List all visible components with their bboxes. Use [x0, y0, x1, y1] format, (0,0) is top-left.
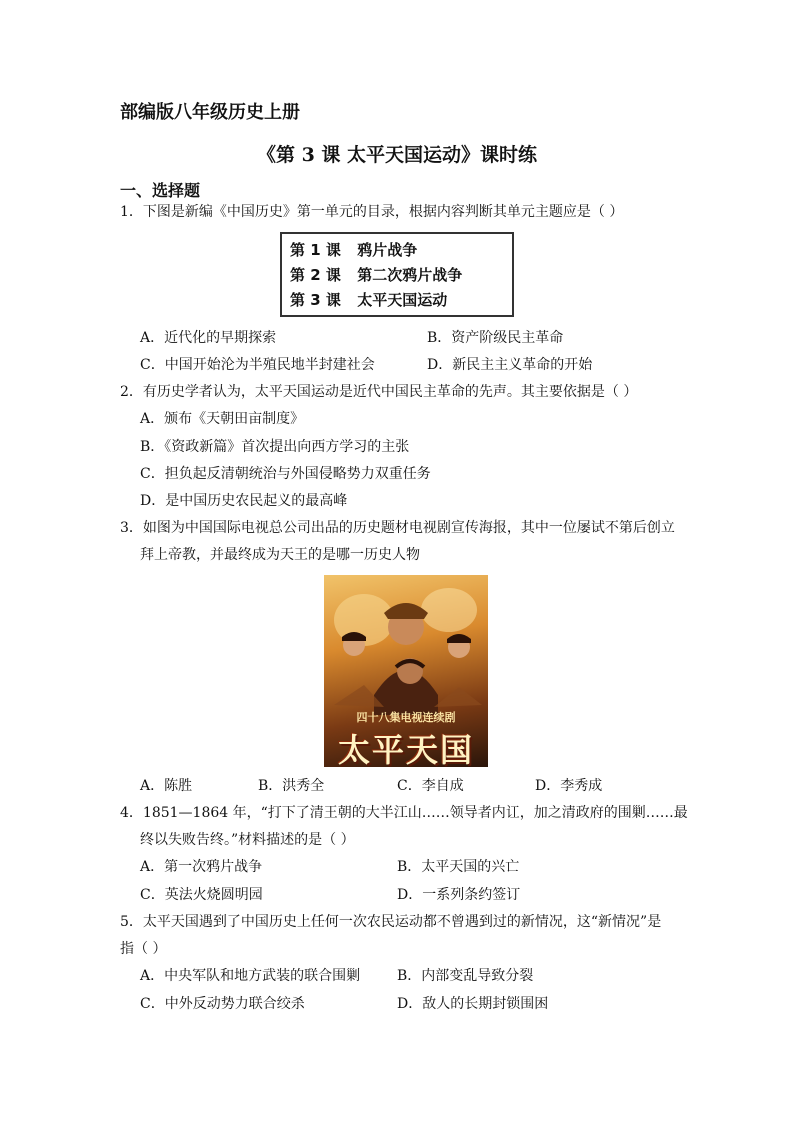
q2-option-a[interactable]: A．颁布《天朝田亩制度》 [140, 411, 305, 427]
q4-option-b[interactable]: B．太平天国的兴亡 [397, 859, 520, 875]
q4-option-c[interactable]: C．英法火烧圆明园 [140, 887, 263, 903]
tv-series-poster-image [324, 575, 488, 767]
toc-lesson-number: 第 1 课 [290, 241, 341, 259]
q1-option-b[interactable]: B．资产阶级民主革命 [427, 330, 564, 346]
question-3-stem-line-2: 拜上帝教，并最终成为天王的是哪一历史人物 [140, 547, 420, 563]
question-4-stem-line-1: 4．1851—1864 年，“打下了清王朝的大半江山……领导者内讧，加之清政府的围剿……最 [120, 805, 688, 821]
q2-option-c[interactable]: C．担负起反清朝统治与外国侵略势力双重任务 [140, 466, 431, 482]
toc-lesson-title: 鸦片战争 [357, 241, 418, 259]
toc-lesson-number: 第 3 课 [290, 291, 341, 309]
q5-option-a[interactable]: A．中央军队和地方武装的联合围剿 [140, 968, 361, 984]
question-5-stem-line-1: 5．太平天国遇到了中国历史上任何一次农民运动都不曾遇到过的新情况，这“新情况”是 [120, 914, 662, 930]
question-3-stem-line-1: 3．如图为中国国际电视总公司出品的历史题材电视剧宣传海报，其中一位屡试不第后创立 [120, 520, 675, 536]
lesson-title: 《第 3 课 太平天国运动》课时练 [256, 144, 538, 166]
toc-lesson-number: 第 2 课 [290, 266, 341, 284]
q3-option-a[interactable]: A．陈胜 [140, 778, 193, 794]
q1-option-a[interactable]: A．近代化的早期探索 [140, 330, 277, 346]
question-4-stem-line-2: 终以失败告终。”材料描述的是（ ） [140, 832, 355, 848]
q2-option-d[interactable]: D．是中国历史农民起义的最高峰 [140, 493, 348, 509]
q5-option-d[interactable]: D．敌人的长期封锁围困 [397, 996, 549, 1012]
toc-row [290, 288, 512, 313]
q3-option-b[interactable]: B．洪秀全 [258, 778, 325, 794]
toc-row [290, 238, 512, 263]
question-2-stem: 2．有历史学者认为，太平天国运动是近代中国民主革命的先声。其主要依据是（ ） [120, 384, 638, 400]
toc-lesson-title: 第二次鸦片战争 [357, 266, 463, 284]
poster-caption: 四十八集电视连续剧 [356, 711, 456, 724]
toc-lesson-title: 太平天国运动 [357, 291, 448, 309]
table-of-contents-box [280, 232, 514, 317]
question-1-stem: 1．下图是新编《中国历史》第一单元的目录，根据内容判断其单元主题应是（ ） [120, 204, 624, 220]
question-5-stem-line-2: 指（ ） [120, 941, 167, 957]
poster-title: 太平天国 [337, 731, 474, 767]
q5-option-b[interactable]: B．内部变乱导致分裂 [397, 968, 534, 984]
q4-option-d[interactable]: D．一系列条约签订 [397, 887, 521, 903]
q1-option-d[interactable]: D．新民主主义革命的开始 [427, 357, 593, 373]
q4-option-a[interactable]: A．第一次鸦片战争 [140, 859, 263, 875]
section-title: 一、选择题 [120, 181, 201, 200]
q1-option-c[interactable]: C．中国开始沦为半殖民地半封建社会 [140, 357, 375, 373]
q3-option-c[interactable]: C．李自成 [397, 778, 464, 794]
toc-row [290, 263, 512, 288]
q5-option-c[interactable]: C．中外反动势力联合绞杀 [140, 996, 305, 1012]
document-title: 部编版八年级历史上册 [120, 102, 300, 123]
q3-option-d[interactable]: D．李秀成 [535, 778, 603, 794]
q2-option-b[interactable]: B．《资政新篇》首次提出向西方学习的主张 [140, 439, 410, 455]
